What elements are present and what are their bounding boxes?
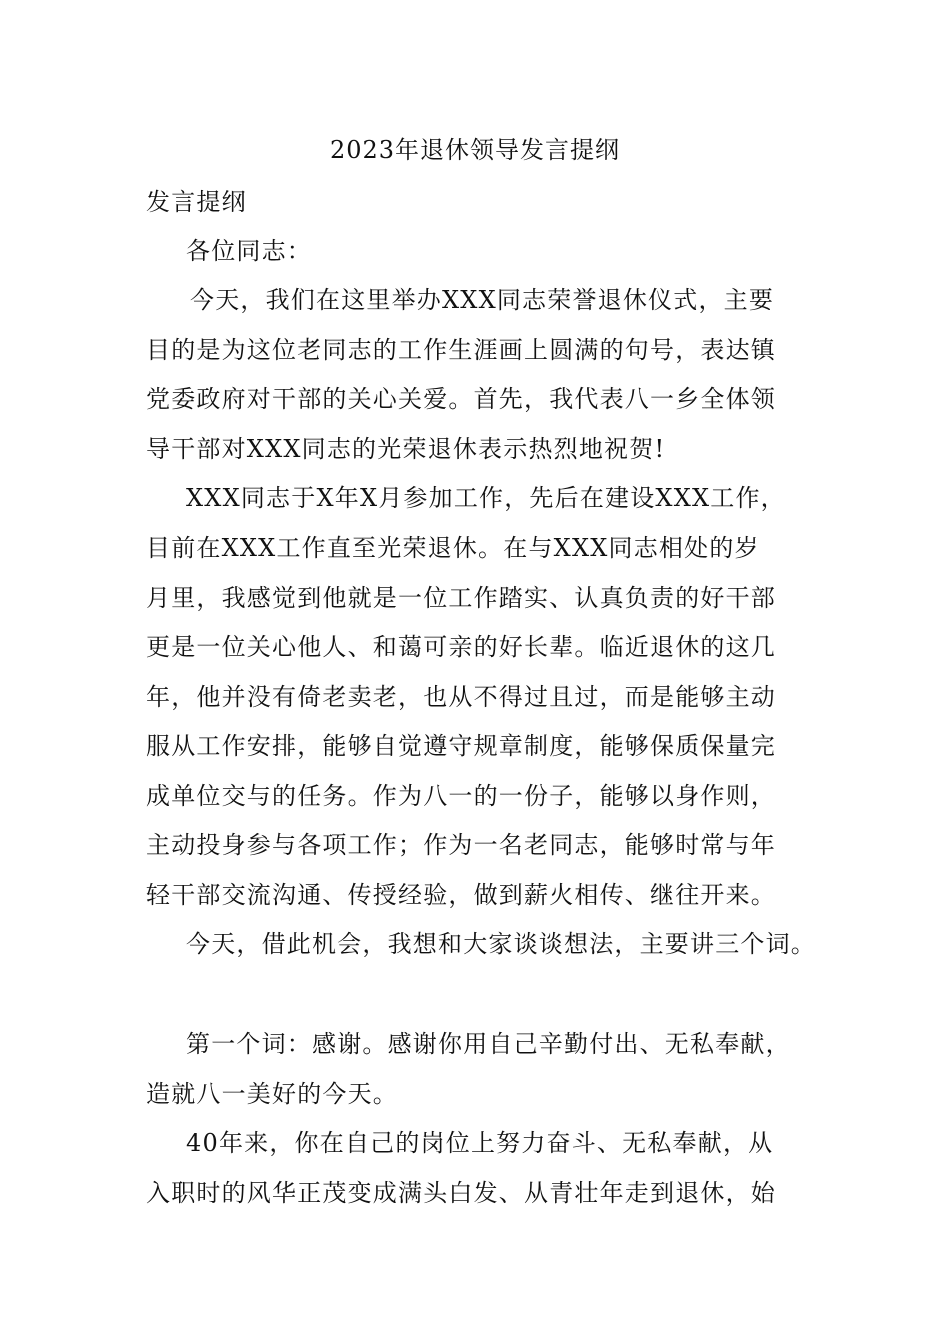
paragraph-line: XXX同志于X年X月参加工作，先后在建设XXX工作，	[186, 484, 786, 512]
paragraph-line: 主动投身参与各项工作；作为一名老同志，能够时常与年	[146, 831, 776, 859]
greeting: 各位同志：	[186, 237, 312, 265]
paragraph-line: 党委政府对干部的关心关爱。首先，我代表八一乡全体领	[146, 385, 776, 413]
paragraph-line: 今天，我们在这里举办XXX同志荣誉退休仪式，主要	[190, 286, 775, 314]
paragraph-line: 年，他并没有倚老卖老，也从不得过且过，而是能够主动	[146, 683, 776, 711]
paragraph-line: 轻干部交流沟通、传授经验，做到薪火相传、继往开来。	[146, 881, 776, 909]
paragraph-line: 服从工作安排，能够自觉遵守规章制度，能够保质保量完	[146, 732, 776, 760]
document-title: 2023年退休领导发言提纲	[329, 136, 621, 164]
paragraph-line: 造就八一美好的今天。	[146, 1080, 398, 1108]
paragraph-line: 40年来，你在自己的岗位上努力奋斗、无私奉献，从	[186, 1129, 774, 1157]
paragraph-line: 更是一位关心他人、和蔼可亲的好长辈。临近退休的这几	[146, 633, 776, 661]
paragraph-line: 第一个词：感谢。感谢你用自己辛勤付出、无私奉献，	[186, 1030, 791, 1058]
paragraph-line: 今天，借此机会，我想和大家谈谈想法，主要讲三个词。	[186, 930, 816, 958]
paragraph-line: 目前在XXX工作直至光荣退休。在与XXX同志相处的岁	[146, 534, 760, 562]
paragraph-line: 成单位交与的任务。作为八一的一份子，能够以身作则，	[146, 782, 776, 810]
paragraph-line: 目的是为这位老同志的工作生涯画上圆满的句号，表达镇	[146, 336, 776, 364]
paragraph-line: 入职时的风华正茂变成满头白发、从青壮年走到退休，始	[146, 1179, 776, 1207]
paragraph-line: 月里，我感觉到他就是一位工作踏实、认真负责的好干部	[146, 584, 776, 612]
paragraph-line: 导干部对XXX同志的光荣退休表示热烈地祝贺!	[146, 435, 666, 463]
section-heading: 发言提纲	[146, 188, 247, 216]
